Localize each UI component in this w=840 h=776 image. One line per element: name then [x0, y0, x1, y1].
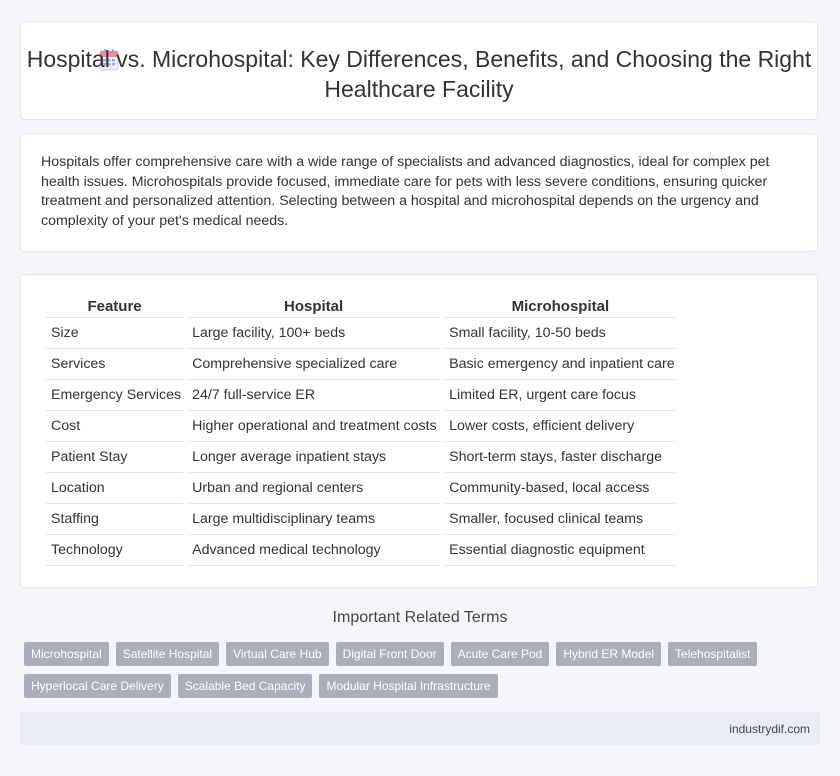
table-row	[46, 380, 677, 411]
cell-feature: Cost	[46, 411, 183, 442]
header-feature: Feature	[46, 296, 183, 318]
cell-microhospital: Small facility, 10-50 beds	[444, 318, 677, 349]
comparison-table-card	[20, 274, 818, 588]
cell-hospital: Comprehensive specialized care	[187, 349, 440, 380]
table-header-row	[46, 296, 677, 318]
related-terms-tags	[24, 642, 794, 698]
header-hospital: Hospital	[187, 296, 440, 318]
tag-hyperlocal-care-delivery[interactable]: Hyperlocal Care Delivery	[24, 674, 171, 698]
page-title: Hospital vs. Microhospital: Key Differences, Benefits, and Choosing the Right Healthcare Facility	[26, 46, 812, 102]
table-row	[46, 411, 677, 442]
cell-feature: Emergency Services	[46, 380, 183, 411]
cell-hospital: Urban and regional centers	[187, 473, 440, 504]
title-card	[20, 21, 818, 120]
tag-acute-care-pod[interactable]: Acute Care Pod	[451, 642, 550, 666]
table-row	[46, 473, 677, 504]
footer	[20, 712, 820, 745]
table-row	[46, 349, 677, 380]
tag-microhospital[interactable]: Microhospital	[24, 642, 109, 666]
cell-feature: Technology	[46, 535, 183, 566]
tag-modular-hospital-infrastructure[interactable]: Modular Hospital Infrastructure	[319, 674, 497, 698]
comparison-table	[42, 296, 681, 566]
table-row	[46, 535, 677, 566]
header-microhospital: Microhospital	[444, 296, 677, 318]
table-row	[46, 504, 677, 535]
cell-microhospital: Essential diagnostic equipment	[444, 535, 677, 566]
cell-feature: Size	[46, 318, 183, 349]
intro-card	[20, 133, 818, 252]
cell-feature: Services	[46, 349, 183, 380]
cell-microhospital: Smaller, focused clinical teams	[444, 504, 677, 535]
table-row	[46, 442, 677, 473]
table-row	[46, 318, 677, 349]
cell-microhospital: Lower costs, efficient delivery	[444, 411, 677, 442]
tag-scalable-bed-capacity[interactable]: Scalable Bed Capacity	[178, 674, 313, 698]
cell-hospital: Longer average inpatient stays	[187, 442, 440, 473]
cell-microhospital: Short-term stays, faster discharge	[444, 442, 677, 473]
tag-hybrid-er-model[interactable]: Hybrid ER Model	[556, 642, 661, 666]
cell-hospital: Large multidisciplinary teams	[187, 504, 440, 535]
cell-hospital: Advanced medical technology	[187, 535, 440, 566]
cell-hospital: 24/7 full-service ER	[187, 380, 440, 411]
cell-microhospital: Basic emergency and inpatient care	[444, 349, 677, 380]
tag-digital-front-door[interactable]: Digital Front Door	[336, 642, 444, 666]
cell-hospital: Higher operational and treatment costs	[187, 411, 440, 442]
intro-paragraph: Hospitals offer comprehensive care with a wide range of specialists and advanced diagnostics, ideal for complex pet health issues. Microhospitals provide focused, immediate care for pets with less severe conditions, ensuring quicker treatment and personalized attention. Selecting between a hospital and microhospital depends on the urgency and complexity of your pet's medical needs.	[41, 154, 770, 229]
related-terms-heading: Important Related Terms	[332, 609, 508, 626]
cell-microhospital: Limited ER, urgent care focus	[444, 380, 677, 411]
cell-feature: Patient Stay	[46, 442, 183, 473]
tag-telehospitalist[interactable]: Telehospitalist	[668, 642, 757, 666]
cell-hospital: Large facility, 100+ beds	[187, 318, 440, 349]
cell-feature: Location	[46, 473, 183, 504]
footer-site-link[interactable]: industrydif.com	[729, 722, 810, 736]
cell-microhospital: Community-based, local access	[444, 473, 677, 504]
cell-feature: Staffing	[46, 504, 183, 535]
tag-virtual-care-hub[interactable]: Virtual Care Hub	[226, 642, 329, 666]
tag-satellite-hospital[interactable]: Satellite Hospital	[116, 642, 219, 666]
